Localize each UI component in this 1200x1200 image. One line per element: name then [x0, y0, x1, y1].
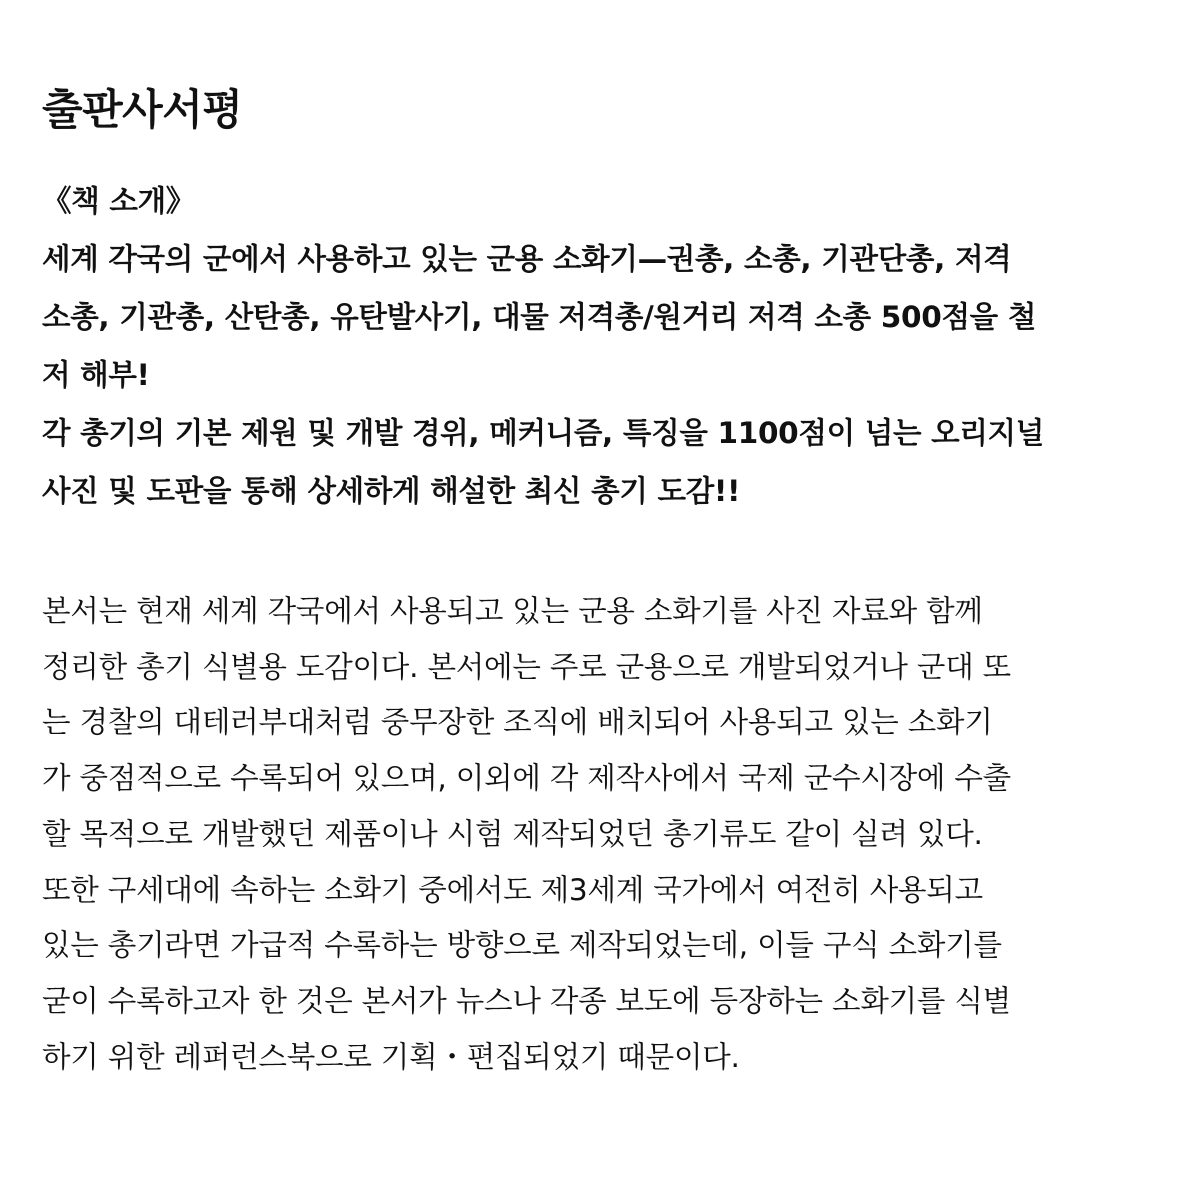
- review-body: [42, 584, 1172, 1085]
- book-intro: [42, 172, 1172, 520]
- body-line: 본서는 현재 세계 각국에서 사용되고 있는 군용 소화기를 사진 자료와 함께: [42, 594, 983, 628]
- body-line: 있는 총기라면 가급적 수록하는 방향으로 제작되었는데, 이들 구식 소화기를: [42, 928, 1002, 963]
- intro-heading: 《책 소개》: [42, 184, 195, 218]
- intro-line: 세계 각국의 군에서 사용하고 있는 군용 소화기—권총, 소총, 기관단총, 저격: [42, 242, 1012, 276]
- intro-line: 사진 및 도판을 통해 상세하게 해설한 최신 총기 도감!!: [42, 474, 741, 508]
- intro-line: 저 해부!: [42, 358, 150, 392]
- body-line: 굳이 수록하고자 한 것은 본서가 뉴스나 각종 보도에 등장하는 소화기를 식별: [42, 983, 1011, 1018]
- body-line: 정리한 총기 식별용 도감이다. 본서에는 주로 군용으로 개발되었거나 군대 또: [42, 649, 1011, 684]
- body-line: 가 중점적으로 수록되어 있으며, 이외에 각 제작사에서 국제 군수시장에 수출: [42, 761, 1011, 796]
- body-line: 할 목적으로 개발했던 제품이나 시험 제작되었던 총기류도 같이 실려 있다.: [42, 816, 983, 851]
- section-title: 출판사서평: [42, 85, 243, 134]
- body-line: 또한 구세대에 속하는 소화기 중에서도 제3세계 국가에서 여전히 사용되고: [42, 872, 983, 907]
- body-line: 는 경찰의 대테러부대처럼 중무장한 조직에 배치되어 사용되고 있는 소화기: [42, 705, 993, 740]
- intro-line: 소총, 기관총, 산탄총, 유탄발사기, 대물 저격총/원거리 저격 소총 500점을 철: [42, 300, 1037, 334]
- intro-line: 각 총기의 기본 제원 및 개발 경위, 메커니즘, 특징을 1100점이 넘는 오리지널: [42, 416, 1044, 450]
- body-line: 하기 위한 레퍼런스북으로 기획・편집되었기 때문이다.: [42, 1039, 740, 1074]
